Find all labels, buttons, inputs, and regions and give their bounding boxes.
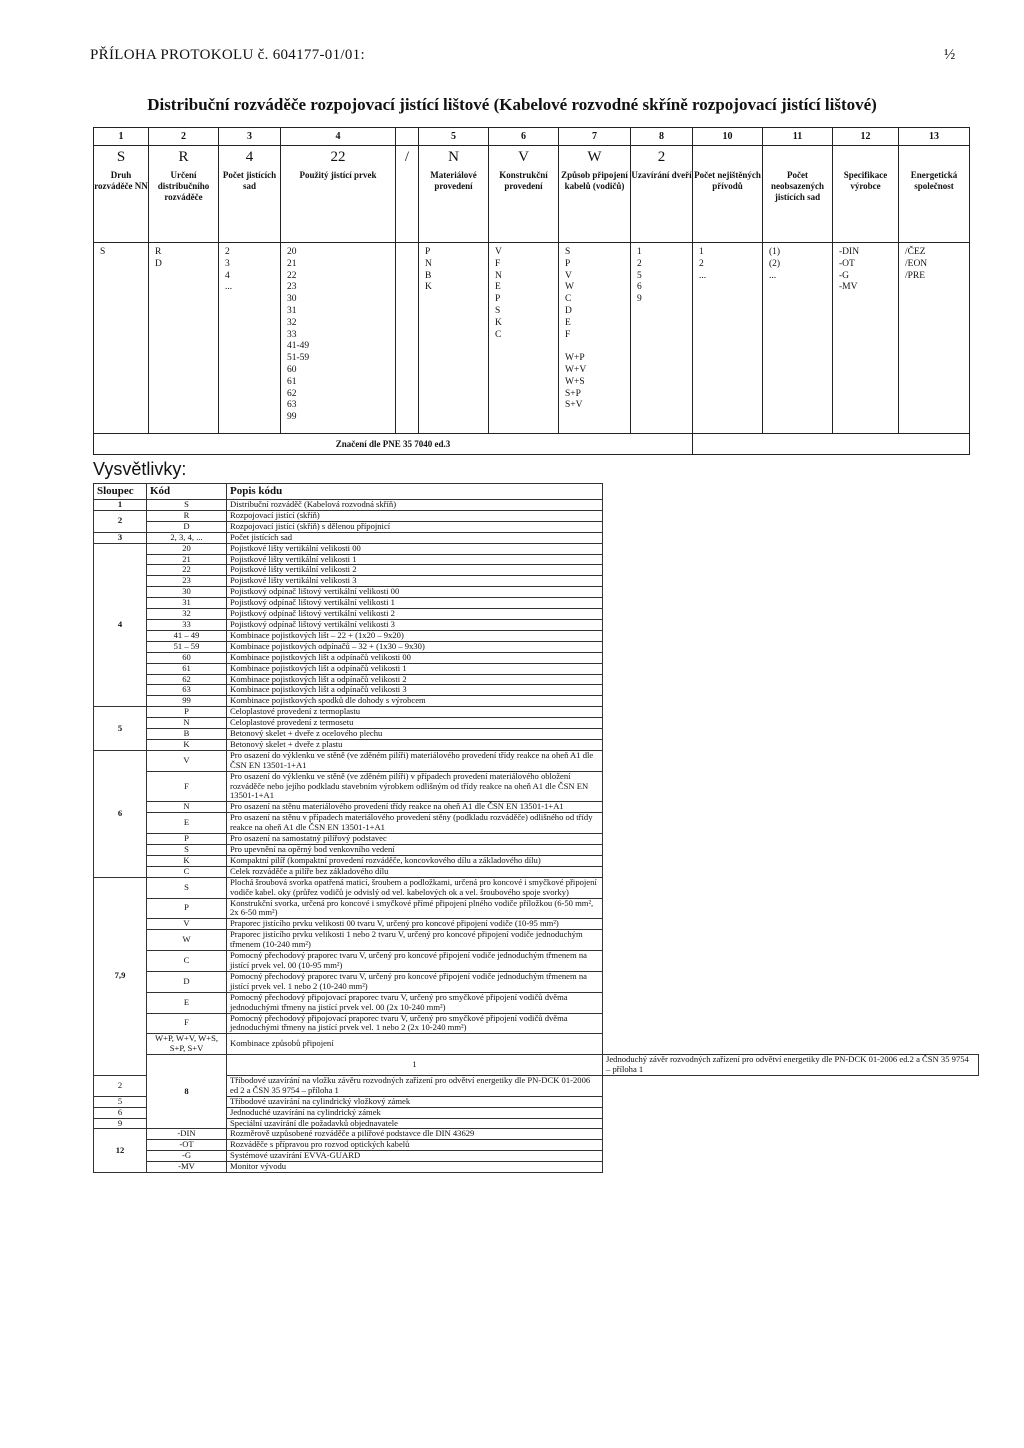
legend-row [94,500,979,511]
codes-cell: V [489,146,559,169]
legend-column-number: 1 [94,500,147,511]
legend-code: E [147,992,227,1013]
legend-description: Pro upevnění na opěrný bod venkovního vedení [227,845,603,856]
codes-cell [693,146,763,169]
legend-code: D [147,971,227,992]
legend-code: -G [147,1151,227,1162]
values-cell: 2 3 4 ... [219,243,281,434]
legend-row [94,696,979,707]
values-cell: S [94,243,149,434]
legend-description: Kombinace pojistkových lišt a odpínačů velikosti 1 [227,663,603,674]
legend-code: 32 [147,609,227,620]
codes-cell: N [419,146,489,169]
legend-code: W+P, W+V, W+S, S+P, S+V [147,1034,227,1055]
legend-description: Rozpojovací jistící (skříň) s dělenou přípojnicí [227,521,603,532]
legend-code: D [147,521,227,532]
values-cell: /ČEZ /EON /PRE [899,243,970,434]
legend-row [94,652,979,663]
legend-description: Rozměrově uzpůsobené rozváděče a pilířové podstavce dle DIN 43629 [227,1129,603,1140]
legend-description: Pomocný přechodový praporec tvaru V, určený pro koncové připojení vodiče jednoduchým třmenem na jistící prvek vel. 00 (10-95 mm²) [227,951,603,972]
legend-row [94,750,979,771]
legend-code: N [147,802,227,813]
legend-description: Kombinace pojistkových lišt a odpínačů velikosti 00 [227,652,603,663]
names-cell: Specifikace výrobce [833,168,899,243]
legend-row [94,707,979,718]
legend-row [94,576,979,587]
codes-cell: S [94,146,149,169]
legend-row [94,951,979,972]
legend-description: Pojistkové lišty vertikální velikosti 1 [227,554,603,565]
legend-code: 41 – 49 [147,630,227,641]
legend-description: Kombinace pojistkových lišt – 22 + (1x20 – 9x20) [227,630,603,641]
legend-code: P [147,834,227,845]
legend-description: Systémové uzavírání EVVA-GUARD [227,1151,603,1162]
legend-code: 61 [147,663,227,674]
legend-row [94,898,979,919]
values-cell: V F N E P S K C [489,243,559,434]
legend-code: K [147,855,227,866]
legend-code: 22 [147,565,227,576]
legend-code: 9 [94,1118,147,1129]
table-footer-note: Značení dle PNE 35 7040 ed.3 [94,434,693,455]
legend-column-number: 7,9 [94,877,147,1075]
legend-description: Kompaktní pilíř (kompaktní provedení rozváděče, koncovkového dílu a základového dílu) [227,855,603,866]
legend-description: Pojistkový odpínač lištový vertikální velikosti 1 [227,598,603,609]
legend-row [94,771,979,802]
numbers-cell: 13 [899,128,970,146]
legend-column-number: 5 [94,707,147,751]
numbers-cell: 4 [281,128,396,146]
values-cell: P N B K [419,243,489,434]
legend-description: Jednoduché uzavírání na cylindrický zámek [227,1107,603,1118]
legend-code: E [147,813,227,834]
legend-code: V [147,919,227,930]
legend-description: Pomocný přechodový praporec tvaru V, určený pro koncové připojení vodiče jednoduchým třmenem na jistící prvek vel. 1 nebo 2 (10-240 mm²) [227,971,603,992]
legend-code: 31 [147,598,227,609]
legend-description: Celoplastové provedení z termoplastu [227,707,603,718]
legend-row [94,1129,979,1140]
legend-row [94,718,979,729]
legend-row [94,598,979,609]
legend-code: F [147,1013,227,1034]
legend-row [94,1118,979,1129]
legend-description: Kombinace způsobů připojení [227,1034,603,1055]
legend-column-number: 4 [94,543,147,707]
codes-cell [833,146,899,169]
names-cell: Počet neobsazených jistících sad [763,168,833,243]
legend-description: Pojistkové lišty vertikální velikosti 2 [227,565,603,576]
names-cell: Druh rozváděče NN [94,168,149,243]
legend-description: Plochá šroubová svorka opatřená maticí, šroubem a podložkami, určená pro koncové i smyčkové připojení vodiče kabel. oky (průřez vodičů je odvislý od vel. kabelových ok a vel. šroubového spoje svorky) [227,877,603,898]
legend-description: Pojistkový odpínač lištový vertikální velikosti 2 [227,609,603,620]
legend-row [94,619,979,630]
names-cell: Použitý jistící prvek [281,168,396,243]
legend-description: Pro osazení na stěnu materiálového provedení třídy reakce na oheň A1 dle ČSN EN 13501-1+A1 [227,802,603,813]
legend-table [93,483,979,1173]
legend-row [94,609,979,620]
numbers-cell [396,128,419,146]
legend-code: 5 [94,1096,147,1107]
codes-cell: 4 [219,146,281,169]
names-cell: Materiálové provedení [419,168,489,243]
legend-row [94,543,979,554]
legend-description: Praporec jistícího prvku velikosti 00 tvaru V, určený pro koncové připojení vodiče (10-95 mm²) [227,919,603,930]
legend-column-number: 2 [94,510,147,532]
protocol-header: PŘÍLOHA PROTOKOLU č. 604177-01/01: [90,47,365,63]
legend-row [94,855,979,866]
names-cell [396,168,419,243]
values-cell: 1 2 ... [693,243,763,434]
legend-row [94,532,979,543]
legend-code: 60 [147,652,227,663]
legend-row [94,685,979,696]
legend-row [94,1151,979,1162]
codes-cell: W [559,146,631,169]
legend-column-number: 3 [94,532,147,543]
legend-row [94,641,979,652]
legend-row [94,1107,979,1118]
legend-code: R [147,510,227,521]
legend-description: Pomocný přechodový připojovací praporec tvaru V, určený pro smyčkové připojení vodičů dvěma jednoduchými třmeny na jistící prvek vel. 00 (2x 10-240 mm²) [227,992,603,1013]
numbers-cell: 3 [219,128,281,146]
values-cell: -DIN -OT -G -MV [833,243,899,434]
legend-row [94,663,979,674]
legend-code: -OT [147,1140,227,1151]
legend-code: W [147,930,227,951]
legend-code: 6 [94,1107,147,1118]
names-cell: Konstrukční provedení [489,168,559,243]
legend-row [94,834,979,845]
legend-description: Speciální uzavírání dle požadavků objednavatele [227,1118,603,1129]
legend-code: 51 – 59 [147,641,227,652]
legend-description: Pojistkové lišty vertikální velikosti 3 [227,576,603,587]
legend-row [94,729,979,740]
legend-description: Pojistkový odpínač lištový vertikální velikosti 00 [227,587,603,598]
values-cell: S P V W C D E F W+P W+V W+S S+P S+V [559,243,631,434]
names-cell: Uzavírání dveří [631,168,693,243]
legend-row [94,877,979,898]
legend-row [94,919,979,930]
names-cell: Způsob připojení kabelů (vodičů) [559,168,631,243]
legend-code: P [147,898,227,919]
codes-cell: 2 [631,146,693,169]
legend-code: P [147,707,227,718]
legend-row [94,1055,979,1076]
legend-code: S [147,877,227,898]
legend-description: Distribuční rozváděč (Kabelová rozvodná skříň) [227,500,603,511]
legend-header-description: Popis kódu [227,484,603,500]
legend-code: -DIN [147,1129,227,1140]
footer-empty-cell [693,434,970,455]
legend-code: 2 [94,1075,147,1096]
legend-description: Konstrukční svorka, určená pro koncové i smyčkové přímé připojení plného vodiče příložkou (6-50 mm², 2x 6-50 mm²) [227,898,603,919]
legend-row [94,1140,979,1151]
legend-description: Pojistkový odpínač lištový vertikální velikosti 3 [227,619,603,630]
legend-code: B [147,729,227,740]
legend-row [94,510,979,521]
numbers-cell: 10 [693,128,763,146]
legend-description: Tříbodové uzavírání na cylindrický vložkový zámek [227,1096,603,1107]
legend-row [94,971,979,992]
names-cell: Energetická společnost [899,168,970,243]
legend-description: Kombinace pojistkových lišt a odpínačů velikosti 3 [227,685,603,696]
legend-description: Kombinace pojistkových lišt a odpínačů velikosti 2 [227,674,603,685]
legend-description: Pojistkové lišty vertikální velikosti 00 [227,543,603,554]
legend-code: 20 [147,543,227,554]
legend-column-number: 6 [94,750,147,877]
legend-description: Rozváděče s přípravou pro rozvod optických kabelů [227,1140,603,1151]
legend-header-column: Sloupec [94,484,147,500]
legend-description: Jednoduchý závěr rozvodných zařízení pro odvětví energetiky dle PN-DCK 01-2006 ed.2 a ČSN 35 9754 – příloha 1 [603,1055,979,1076]
legend-row [94,992,979,1013]
numbers-cell: 2 [149,128,219,146]
legend-description: Tříbodové uzavírání na vložku závěru rozvodných zařízení pro odvětví energetiky dle PN-DCK 01-2006 ed 2 a ČSN 35 9754 – příloha 1 [227,1075,603,1096]
legend-description: Monitor vývodu [227,1162,603,1173]
code-structure-table [93,127,970,455]
legend-code: 23 [147,576,227,587]
legend-description: Kombinace pojistkových odpínačů – 32 + (1x30 – 9x30) [227,641,603,652]
legend-code: S [147,845,227,856]
legend-row [94,739,979,750]
names-cell: Počet jistících sad [219,168,281,243]
numbers-cell: 6 [489,128,559,146]
legend-row [94,845,979,856]
legend-description: Kombinace pojistkových spodků dle dohody s výrobcem [227,696,603,707]
legend-description: Počet jistících sad [227,532,603,543]
legend-description: Rozpojovací jistící (skříň) [227,510,603,521]
codes-cell: / [404,148,410,165]
legend-row [94,587,979,598]
legend-row [94,674,979,685]
legend-row [94,565,979,576]
legend-code: 99 [147,696,227,707]
legend-code: 30 [147,587,227,598]
legend-heading: Vysvětlivky: [93,459,187,479]
legend-code: C [147,866,227,877]
legend-description: Celoplastové provedení z termosetu [227,718,603,729]
legend-row [94,1013,979,1034]
legend-code: 33 [147,619,227,630]
legend-code: 62 [147,674,227,685]
document-title: Distribuční rozváděče rozpojovací jistící lištové (Kabelové rozvodné skříně rozpojovací jistící lištové) [147,95,877,114]
legend-code: V [147,750,227,771]
legend-header-code: Kód [147,484,227,500]
numbers-cell: 12 [833,128,899,146]
legend-description: Betonový skelet + dveře z ocelového plechu [227,729,603,740]
values-cell: R D [149,243,219,434]
codes-cell [899,146,970,169]
legend-row [94,930,979,951]
legend-description: Pro osazení na samostatný pilířový podstavec [227,834,603,845]
numbers-cell: 5 [419,128,489,146]
legend-code: K [147,739,227,750]
legend-row [94,1162,979,1173]
values-cell: 1 2 5 6 9 [631,243,693,434]
legend-row [94,1034,979,1055]
legend-row [94,554,979,565]
legend-row [94,630,979,641]
numbers-cell: 1 [94,128,149,146]
legend-row [94,521,979,532]
legend-description: Pomocný přechodový připojovací praporec tvaru V, určený pro smyčkové připojení vodičů dvěma jednoduchými třmeny na jistící prvek vel. 1 nebo 2 (2x 10-240 mm²) [227,1013,603,1034]
legend-code: 21 [147,554,227,565]
legend-code: N [147,718,227,729]
legend-code: 2, 3, 4, ... [147,532,227,543]
codes-cell [763,146,833,169]
legend-description: Pro osazení do výklenku ve stěně (ve zděném pilíři) materiálového provedení třídy reakce na oheň A1 dle ČSN EN 13501-1+A1 [227,750,603,771]
values-cell: (1) (2) ... [763,243,833,434]
values-cell [396,243,419,434]
legend-description: Pro osazení na stěnu v případech materiálového provedení stěny (podkladu rozváděče) odlišného od třídy reakce na oheň A1 dle ČSN EN 13501-1+A1 [227,813,603,834]
names-cell: Počet nejištěných přívodů [693,168,763,243]
legend-column-number: 12 [94,1129,147,1173]
legend-row [94,802,979,813]
legend-row [94,813,979,834]
legend-code: F [147,771,227,802]
legend-description: Pro osazení do výklenku ve stěně (ve zděném pilíři) v případech provedení materiálového obložení rozváděče nebo jejího podkladu stavebním výrobkem odlišným od třídy reakce na oheň A1 dle ČSN EN 13501-1+A1 [227,771,603,802]
legend-description: Betonový skelet + dveře z plastu [227,739,603,750]
legend-row [94,866,979,877]
legend-code: C [147,951,227,972]
legend-description: Praporec jistícího prvku velikosti 1 nebo 2 tvaru V, určený pro koncové připojení vodiče jednoduchým třmenem (10-240 mm²) [227,930,603,951]
legend-code: 1 [227,1055,603,1076]
legend-code: -MV [147,1162,227,1173]
codes-cell: R [149,146,219,169]
numbers-cell: 8 [631,128,693,146]
legend-code: 63 [147,685,227,696]
names-cell: Určení distribučního rozváděče [149,168,219,243]
legend-description: Celek rozváděče a pilíře bez základového dílu [227,866,603,877]
legend-row [94,1075,979,1096]
codes-cell: 22 [281,146,396,169]
numbers-cell: 11 [763,128,833,146]
page-number: ½ [944,47,956,63]
values-cell: 20 21 22 23 30 31 32 33 41-49 51-59 60 61 62 63 99 [281,243,396,434]
legend-code: S [147,500,227,511]
numbers-cell: 7 [559,128,631,146]
legend-column-number: 8 [147,1055,227,1129]
legend-row [94,1096,979,1107]
